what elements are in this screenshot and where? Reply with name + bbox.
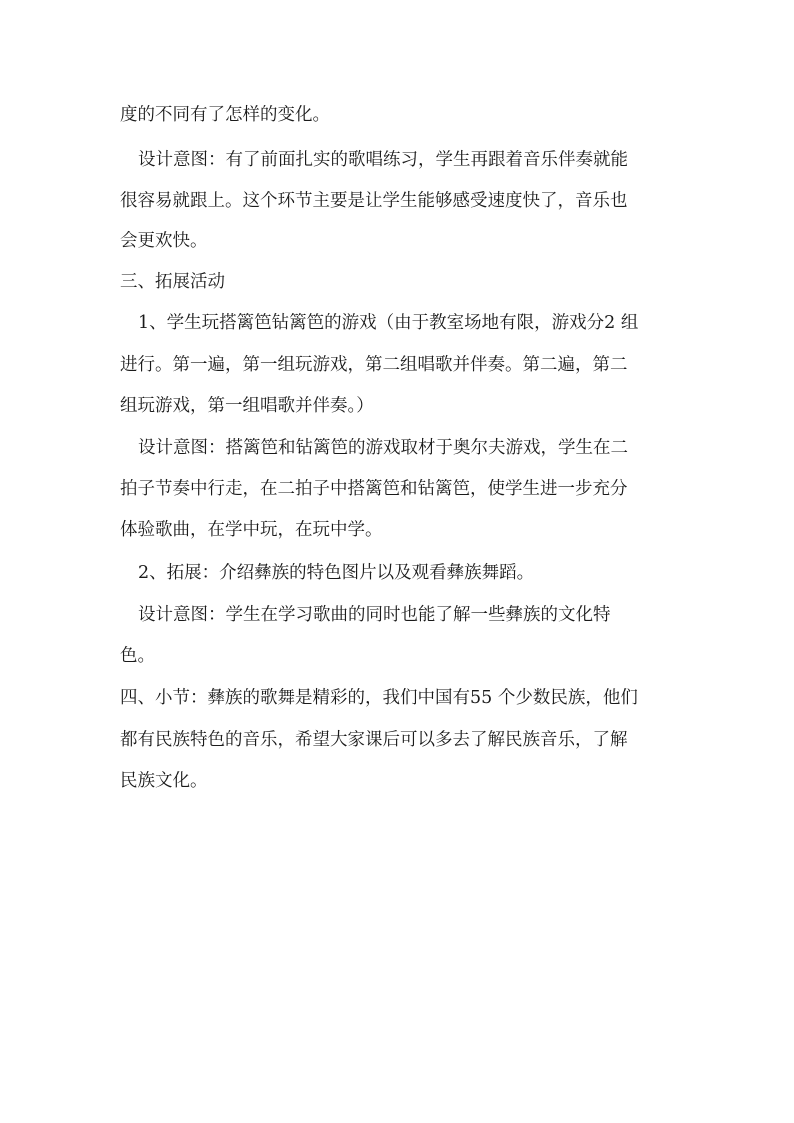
text-line: 会更欢快。 [120, 231, 208, 251]
section-heading: 四、小节：彝族的歌舞是精彩的，我们中国有55 个少数民族，他们 [120, 688, 638, 708]
text-line: 民族文化。 [120, 771, 208, 791]
text-line: 2、拓展：介绍彝族的特色图片以及观看彝族舞蹈。 [138, 563, 535, 583]
text-line: 体验歌曲，在学中玩，在玩中学。 [120, 520, 383, 540]
text-line: 1、学生玩搭篱笆钻篱笆的游戏（由于教室场地有限，游戏分2 组 [138, 313, 639, 333]
text-line: 色。 [120, 646, 155, 666]
text-line: 拍子节奏中行走，在二拍子中搭篱笆和钻篱笆，使学生进一步充分 [120, 479, 628, 499]
text-line: 进行。第一遍，第一组玩游戏，第二组唱歌并伴奏。第二遍，第二 [120, 355, 628, 375]
section-heading: 三、拓展活动 [120, 272, 225, 292]
text-line: 组玩游戏，第一组唱歌并伴奏。） [120, 396, 374, 416]
text-line: 设计意图：学生在学习歌曲的同时也能了解一些彝族的文化特 [138, 605, 611, 625]
text-line: 度的不同有了怎样的变化。 [120, 105, 330, 125]
text-line: 都有民族特色的音乐，希望大家课后可以多去了解民族音乐，了解 [120, 730, 628, 750]
text-line: 设计意图：搭篱笆和钻篱笆的游戏取材于奥尔夫游戏，学生在二 [138, 438, 628, 458]
text-line: 很容易就跟上。这个环节主要是让学生能够感受速度快了，音乐也 [120, 191, 628, 211]
text-line: 设计意图：有了前面扎实的歌唱练习，学生再跟着音乐伴奏就能 [138, 150, 628, 170]
